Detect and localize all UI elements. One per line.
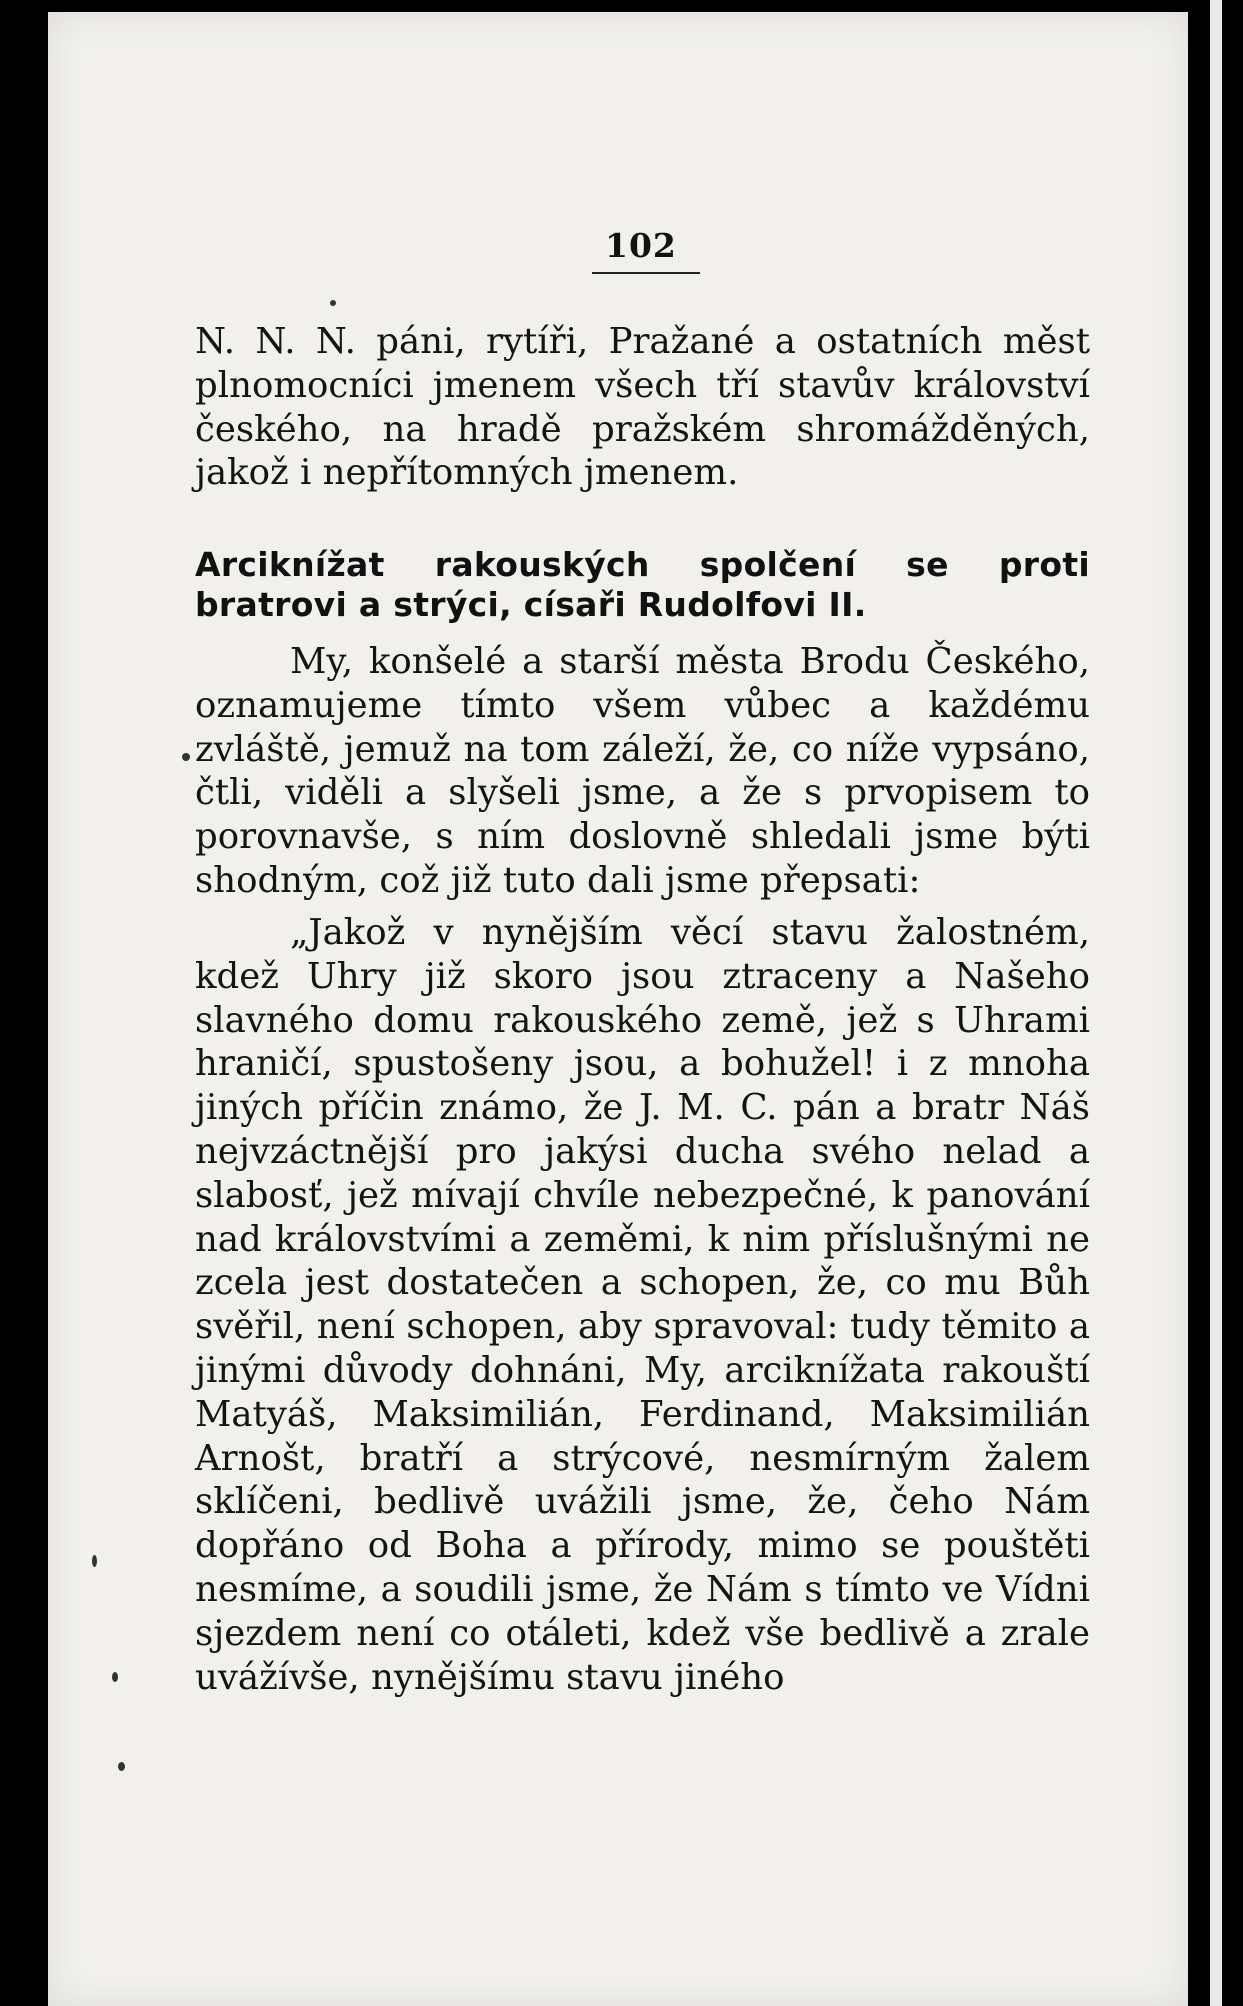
body-paragraph-2: „Jakož v nynějším věcí stavu žalostném, kdež Uhry již skoro jsou ztraceny a Našeho slavného domu rakouského země, jež s Uhrami hraničí, spustošeny jsou, a bohužel! i z mnoha jiných příčin známo, že J. M. C. pán a bratr Náš nejvzáctnější pro jakýsi ducha svého nelad a slabosť, jež mívají chvíle nebezpečné, k panování nad královstvími a zeměmi, k nim příslušnými ne zcela jest dostatečen a schopen, že, co mu Bůh svěřil, není schopen, aby spravoval: tudy těmito a jinými důvody dohnáni, My, arciknížata rakouští Matyáš, Maksimilián, Ferdinand, Maksimilián Arnošt, bratří a strýcové, nesmírným žalem sklíčeni, bedlivě uvážili jsme, že, čeho Nám dopřáno od Boha a přírody, mimo se pouštěti nesmíme, a soudili jsme, že Nám s tímto ve Vídni sjezdem není co otáleti, kdež vše bedlivě a zrale uvážívše, nynějšímu stavu jiného (195, 912, 1090, 1698)
scan-speck (118, 1762, 125, 1771)
scan-speck (92, 1555, 97, 1567)
intro-paragraph: N. N. N. páni, rytíři, Pražané a ostatních měst plnomocníci jmenem všech tří stavův království českého, na hradě pražském shromážděných, jakož i nepřítomných jmenem. (195, 321, 1090, 494)
body-paragraph-1: My, konšelé a starší města Brodu Českého, oznamujeme tímto všem vůbec a každému zvláště, jemuž na tom záleží, že, co níže vypsáno, čtli, viděli a slyšeli jsme, a že s prvopisem to porovnavše, s ním doslovně shledali jsme býti shodným, což již tuto dali jsme přepsati: (195, 641, 1090, 901)
page-number: 102 (605, 226, 677, 265)
section-heading: Arciknížat rakouských spolčení se proti bratrovi a strýci, císaři Rudolfovi II. (195, 545, 1090, 624)
page-number-rule (592, 272, 700, 274)
scan-speck (330, 300, 336, 306)
scan-speck (182, 753, 190, 761)
page-edge (1210, 0, 1222, 2006)
scan-speck (112, 1672, 118, 1682)
